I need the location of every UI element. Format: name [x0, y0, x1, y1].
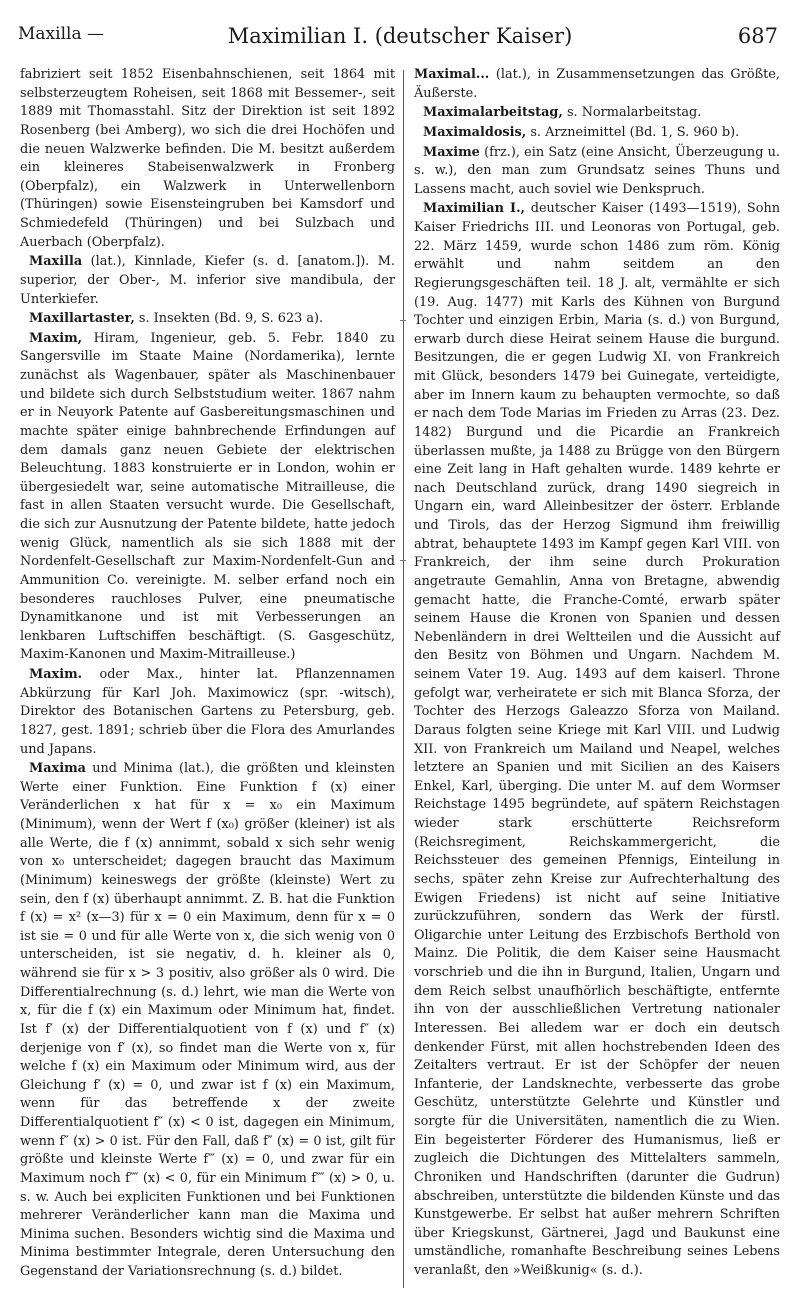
entry-text: oder Max., hinter lat. Pflanzennamen Abkürzung für Karl Joh. Maximowicz (spr. -witsch), Direktor des Botanischen Gartens zu Petersburg, geb. 1827, gest. 1891; schrieb über die Flora des Amurlandes und Japans. — [20, 667, 395, 757]
lexicon-entry — [20, 253, 395, 309]
column-divider — [403, 70, 404, 1288]
page-number: 687 — [737, 24, 778, 48]
lexicon-entry — [20, 66, 395, 252]
lexicon-entry — [414, 124, 780, 143]
column-divider-mark — [400, 560, 406, 561]
entry-text: Hiram, Ingenieur, geb. 5. Febr. 1840 zu Sangersville im Staate Maine (Nordamerika), lernte zunächst als Wagenbauer, später als Maschinenbauer und bildete sich durch Selbststudium weiter. 1867 nahm er in Neuyork Patente auf Gasbereitungsmaschinen und machte später einige bahnbrechende Erfindungen auf dem damals ganz neuen Gebiete der elektrischen Beleuchtung. 1883 konstruierte er in London, wohin er übergesiedelt war, seine automatische Mitrailleuse, die fast in allen Staaten versucht wurde. Die Gesellschaft, die sich zur Ausnutzung der Patente bildete, hatte jedoch wenig Glück, namentlich als sie sich 1888 mit der Nordenfelt-Gesellschaft zur Maxim-Nordenfelt-Gun and Ammunition Co. vereinigte. M. selber erfand noch ein besonderes rauchloses Pulver, eine pneumatische Dynamitkanone und ist mit Verbesserungen an lenkbaren Luftschiffen beschäftigt. (S. Gasgeschütz, Maxim-Kanonen und Maxim-Mitrailleuse.) — [20, 330, 395, 663]
right-column — [414, 66, 780, 1282]
entry-headword: Maximaldosis, — [423, 124, 527, 140]
lexicon-entry — [20, 310, 395, 329]
entry-text: s. Insekten (Bd. 9, S. 623 a). — [134, 311, 324, 327]
entry-headword: Maxime — [423, 144, 480, 160]
page-header — [0, 24, 800, 54]
entry-text: (frz.), ein Satz (eine Ansicht, Überzeugung u. s. w.), den man zum Grundsatz seines Thuns und Lassens macht, auch soviel wie Denkspruch. — [414, 144, 780, 197]
entry-text: und Minima (lat.), die größten und kleinsten Werte einer Funktion. Eine Funktion f (x) einer Veränderlichen x hat für x = x₀ ein Maximum (Minimum), wenn der Wert f (x₀) größer (kleiner) ist als alle Werte, die f (x) annimmt, sobald x sich sehr wenig von x₀ unterscheidet; dagegen braucht das Maximum (Minimum) keineswegs der größte (kleinste) Wert zu sein, den f (x) überhaupt annimmt. Z. B. hat die Funktion f (x) = x² (x—3) für x = 0 ein Maximum, denn für x = 0 ist sie = 0 und für alle Werte von x, die sich wenig von 0 unterscheiden, ist sie negativ, d. h. kleiner als 0, während sie für x > 3 positiv, also größer als 0 wird. Die Differentialrechnung (s. d.) lehrt, wie man die Werte von x, für die f (x) ein Maximum oder Minimum hat, findet. Ist f′ (x) der Differentialquotient von f (x) und f″ (x) derjenige von f′ (x), so findet man die Werte von x, für welche f (x) ein Maximum oder Minimum wird, aus der Gleichung f′ (x) = 0, und zwar ist f (x) ein Maximum, wenn für das betreffende x der zweite Differentialquotient f″ (x) < 0 ist, dagegen ein Minimum, wenn f″ (x) > 0 ist. Für den Fall, daß f″ (x) = 0 ist, gilt für größte und kleinste Werte f‴ (x) = 0, und zwar für ein Maximum noch f⁗ (x) < 0, für ein Minimum f⁗ (x) > 0, u. s. w. Auch bei expliciten Funktionen und bei Funktionen mehrerer Veränderlicher kann man die Maxima und Minima suchen. Besonders wichtig sind die Maxima und Minima bestimmter Integrale, deren Untersuchung den Gegenstand der Variationsrechnung (s. d.) bildet. — [20, 761, 395, 1279]
entry-headword: Maxillartaster, — [29, 311, 135, 327]
entry-text: deutscher Kaiser (1493—1519), Sohn Kaiser Friedrichs III. und Leonoras von Portugal, geb. 22. März 1459, wurde schon 1486 zum röm. König erwählt und nahm seitdem an den Regierungsgeschäften teil. 18 J. alt, vermählte er sich (19. Aug. 1477) mit Karls des Kühnen von Burgund Tochter und einzigen Erbin, Maria (s. d.) von Burgund, erwarb durch diese Heirat seinem Hause die burgund. Besitzungen, die er gegen Ludwig XI. von Frankreich mit Glück, besonders 1479 bei Guinegate, verteidigte, aber im Innern kaum zu behaupten vermochte, so daß er nach dem Tode Marias im Frieden zu Arras (23. Dez. 1482) Burgund und die Picardie an Frankreich überlassen mußte, ja 1488 zu Brügge von den Bürgern eine Zeit lang in Haft gehalten wurde. 1489 kehrte er nach Deutschland zurück, drang 1490 siegreich in Ungarn ein, ward Alleinbesitzer der österr. Erblande und Tirols, das der Herzog Sigmund ihm freiwillig abtrat, behauptete 1493 im Kampf gegen Karl VIII. von Frankreich, der ihm seine durch Prokuration angetraute Gemahlin, Anna von Bretagne, abwendig gemacht hatte, die Franche-Comté, erwarb später seinem Hause die Kronen von Spanien und dessen Nebenländern in drei Weltteilen und die Aussicht auf den Besitz von Böhmen und Ungarn. Nachdem M. seinem Vater 19. Aug. 1493 auf dem kaiserl. Throne gefolgt war, verheiratete er sich mit Blanca Sforza, der Tochter des Herzogs Galeazzo Sforza von Mailand. Daraus folgten seine Kriege mit Karl VIII. und Ludwig XII. von Frankreich um Mailand und Neapel, welches letztere an Spanien und mit Sicilien an des Kaisers Enkel, Karl, überging. Die unter M. auf dem Wormser Reichstage 1495 begründete, auf spätern Reichstagen wieder stark erschütterte Reichsreform (Reichsregiment, Reichskammergericht, die Reichssteuer des gemeinen Pfennigs, Einteilung in sechs, später zehn Kreise zur Aufrechterhaltung des Ewigen Friedens) ist nicht auf seine Initiative zurückzuführen, sondern das Werk der fürstl. Oligarchie unter Leitung des Erzbischofs Berthold von Mainz. Die Politik, die dem Kaiser seine Hausmacht vorschrieb und die ihn in Burgund, Italien, Ungarn und dem Reich selbst unaufhörlich beschäftigte, entfernte ihn von der ausschließlichen Vertretung nationaler Interessen. Bei alledem war er doch ein deutsch denkender Fürst, mit allen hochstrebenden Ideen des Zeitalters vertraut. Er ist der Schöpfer der neuen Infanterie, der Landsknechte, verbesserte das grobe Geschütz, unterstützte Gelehrte und Künstler und sorgte für die Universitäten, namentlich die zu Wien. Ein begeisterter Förderer des Humanismus, ließ er zugleich die Dichtungen des Mittelalters sammeln, Chroniken und Handschriften (darunter die Gudrun) abschreiben, unterstützte die bildenden Künste und das Kunstgewerbe. Er selbst hat außer mehrern Schriften über Kriegskunst, Gärtnerei, Jagd und Baukunst eine umständliche, romanhafte Beschreibung seines Lebens veranlaßt, den »Weißkunig« (s. d.). — [414, 201, 780, 1278]
entry-headword: Maximal... — [414, 67, 490, 82]
column-divider-mark — [400, 320, 406, 321]
entry-headword: Maximalarbeitstag, — [423, 105, 563, 121]
lexicon-entry — [414, 144, 780, 200]
entry-headword: Maxilla — [29, 254, 83, 270]
header-left-word: Maxilla — — [18, 24, 104, 44]
page-title: Maximilian I. (deutscher Kaiser) — [227, 24, 573, 48]
lexicon-entry — [414, 66, 780, 103]
entry-headword: Maxim. — [29, 667, 83, 682]
entry-text: s. Arzneimittel (Bd. 1, S. 960 b). — [526, 124, 740, 140]
entry-text: fabriziert seit 1852 Eisenbahnschienen, seit 1864 mit selbsterzeugtem Roheisen, seit 1868 mit Bessemer-, seit 1889 mit Thomasstahl. Sitz der Direktion ist seit 1892 Rosenberg (bei Amberg), wo sich die drei Hochöfen und die neuen Walzwerke befinden. Die M. besitzt außerdem ein kleineres Stabeisenwalzwerk in Fronberg (Oberpfalz), ein Walzwerk in Unterwellenborn (Thüringen) sowie Eisensteingruben bei Kamsdorf und Schmiedefeld (Thüringen) und bei Sulzbach und Auerbach (Oberpfalz). — [20, 67, 395, 250]
entry-headword: Maximilian I., — [423, 201, 526, 217]
lexicon-entry — [20, 760, 395, 1282]
lexicon-entry — [414, 104, 780, 123]
entry-text: s. Normalarbeitstag. — [562, 105, 702, 121]
lexicon-entry — [414, 200, 780, 1280]
lexicon-entry — [20, 666, 395, 759]
entry-headword: Maxim, — [29, 330, 83, 346]
lexicon-entry — [20, 330, 395, 665]
entry-text: (lat.), Kinnlade, Kiefer (s. d. [anatom.]). M. superior, der Ober-, M. inferior sive mandibula, der Unterkiefer. — [20, 254, 395, 307]
entry-headword: Maxima — [29, 761, 86, 777]
entry-text: (lat.), in Zusammensetzungen das Größte, Äußerste. — [414, 67, 780, 101]
left-column — [20, 66, 395, 1283]
